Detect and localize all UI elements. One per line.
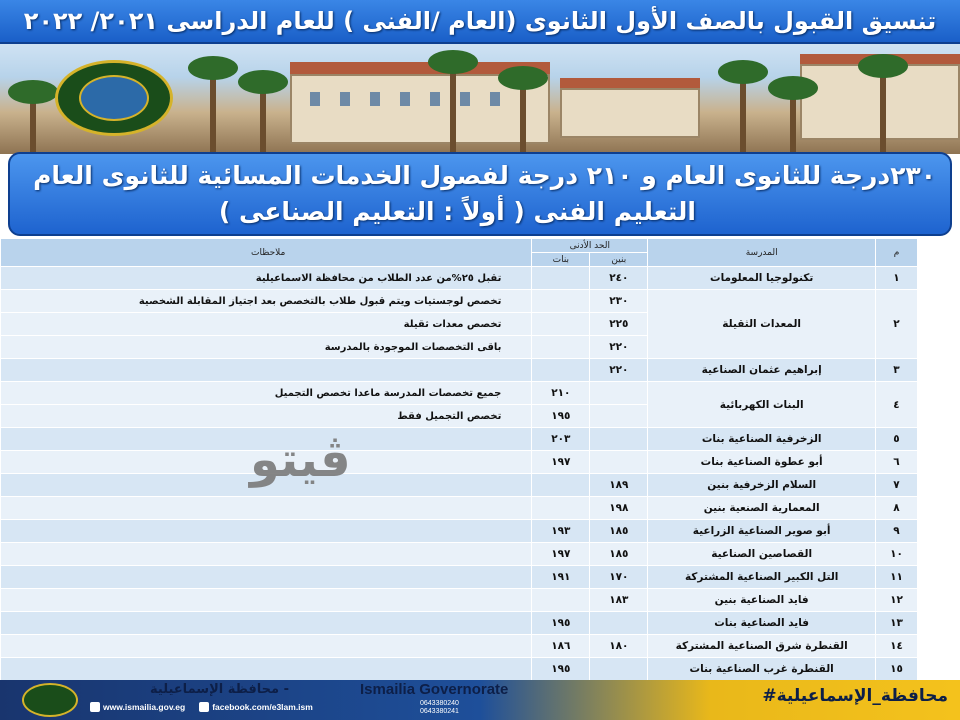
header-girls: بنات xyxy=(532,253,590,267)
row-girls xyxy=(532,497,590,520)
row-boys xyxy=(590,612,648,635)
row-boys: ١٨٩ xyxy=(590,474,648,497)
row-boys xyxy=(590,451,648,474)
row-school: القصاصين الصناعية xyxy=(648,543,876,566)
row-boys: ١٨٣ xyxy=(590,589,648,612)
table-row xyxy=(1,566,918,589)
table-row xyxy=(1,359,918,382)
row-girls: ١٩٥ xyxy=(532,658,590,681)
row-girls xyxy=(532,267,590,290)
row-girls: ١٩٥ xyxy=(532,612,590,635)
row-boys: ٢٣٠ xyxy=(590,290,648,313)
row-num: ٤ xyxy=(876,382,918,428)
table-row xyxy=(1,290,918,313)
row-notes: جميع تخصصات المدرسة ماعدا تخصص التجميل xyxy=(1,382,532,405)
row-notes: تخصص لوجستيات ويتم قبول طلاب بالتخصص بعد اجتياز المقابلة الشخصية xyxy=(1,290,532,313)
row-girls: ١٩٧ xyxy=(532,543,590,566)
row-boys xyxy=(590,428,648,451)
row-boys: ١٩٨ xyxy=(590,497,648,520)
table-row xyxy=(1,635,918,658)
row-girls: ٢١٠ xyxy=(532,382,590,405)
row-num: ٦ xyxy=(876,451,918,474)
row-school: فايد الصناعية بنين xyxy=(648,589,876,612)
row-boys: ٢٢٥ xyxy=(590,313,648,336)
row-girls: ١٩٧ xyxy=(532,451,590,474)
footer-hashtag: #محافظة_الإسماعيلية xyxy=(762,686,948,706)
row-girls: ١٩٣ xyxy=(532,520,590,543)
row-school: البنات الكهربائية xyxy=(648,382,876,428)
row-boys: ١٧٠ xyxy=(590,566,648,589)
row-girls: ٢٠٣ xyxy=(532,428,590,451)
row-num: ٣ xyxy=(876,359,918,382)
row-boys: ١٨٥ xyxy=(590,543,648,566)
row-notes xyxy=(1,497,532,520)
governorate-emblem-icon xyxy=(55,60,173,136)
table-row xyxy=(1,267,918,290)
row-boys: ١٨٠ xyxy=(590,635,648,658)
row-girls xyxy=(532,290,590,313)
row-notes: باقى التخصصات الموجودة بالمدرسة xyxy=(1,336,532,359)
row-boys xyxy=(590,658,648,681)
row-num: ١١ xyxy=(876,566,918,589)
row-num: ٢ xyxy=(876,290,918,359)
table-row xyxy=(1,658,918,681)
row-boys: ٢٢٠ xyxy=(590,336,648,359)
row-num: ١٤ xyxy=(876,635,918,658)
row-boys xyxy=(590,382,648,405)
row-notes xyxy=(1,543,532,566)
row-school: القنطرة شرق الصناعية المشتركة xyxy=(648,635,876,658)
row-num: ٩ xyxy=(876,520,918,543)
row-school: أبو صوير الصناعية الزراعية xyxy=(648,520,876,543)
row-notes: تخصص التجميل فقط xyxy=(1,405,532,428)
row-school: تكنولوجيا المعلومات xyxy=(648,267,876,290)
row-num: ١٣ xyxy=(876,612,918,635)
footer-links xyxy=(90,702,313,712)
row-girls xyxy=(532,359,590,382)
row-num: ١٥ xyxy=(876,658,918,681)
row-girls xyxy=(532,589,590,612)
facebook-icon xyxy=(199,702,209,712)
table-row xyxy=(1,474,918,497)
table-row xyxy=(1,520,918,543)
admission-table xyxy=(0,238,918,681)
row-girls: ١٩١ xyxy=(532,566,590,589)
row-num: ٥ xyxy=(876,428,918,451)
row-notes: تقبل ٢٥%من عدد الطلاب من محافظة الاسماعيلية xyxy=(1,267,532,290)
row-girls: ١٩٥ xyxy=(532,405,590,428)
row-school: فايد الصناعية بنات xyxy=(648,612,876,635)
footer-phones xyxy=(420,700,459,716)
row-notes xyxy=(1,566,532,589)
footer-website-link[interactable] xyxy=(90,702,185,712)
table-row xyxy=(1,589,918,612)
row-num: ١٠ xyxy=(876,543,918,566)
row-boys: ٢٢٠ xyxy=(590,359,648,382)
footer-emblem-icon xyxy=(22,683,78,717)
table-row xyxy=(1,428,918,451)
table-row xyxy=(1,382,918,405)
header-num: م xyxy=(876,239,918,267)
row-notes xyxy=(1,658,532,681)
table-row xyxy=(1,543,918,566)
row-notes xyxy=(1,635,532,658)
table-row xyxy=(1,497,918,520)
table-row xyxy=(1,612,918,635)
page-title xyxy=(0,0,960,44)
row-school: التل الكبير الصناعية المشتركة xyxy=(648,566,876,589)
subtitle-banner xyxy=(8,152,952,236)
row-girls xyxy=(532,474,590,497)
row-boys xyxy=(590,405,648,428)
row-school: إبراهيم عثمان الصناعية xyxy=(648,359,876,382)
footer-gov-arabic: محافظة الإسماعيلية - xyxy=(150,682,290,697)
row-school: القنطرة غرب الصناعية بنات xyxy=(648,658,876,681)
header-school: المدرسة xyxy=(648,239,876,267)
row-num: ١٢ xyxy=(876,589,918,612)
footer-facebook-link[interactable] xyxy=(199,702,313,712)
row-school: السلام الزخرفية بنين xyxy=(648,474,876,497)
globe-icon xyxy=(90,702,100,712)
header-boys: بنين xyxy=(590,253,648,267)
row-school: المعدات الثقيلة xyxy=(648,290,876,359)
row-girls xyxy=(532,313,590,336)
footer-gov-english: Ismailia Governorate xyxy=(360,681,509,698)
watermark-logo xyxy=(250,432,351,488)
footer-facebook-text: facebook.com/e3lam.ism xyxy=(212,702,313,712)
footer-phone-2: 0643380241 xyxy=(420,708,459,715)
row-notes xyxy=(1,589,532,612)
row-school: المعمارية الصنعية بنين xyxy=(648,497,876,520)
row-girls xyxy=(532,336,590,359)
row-notes xyxy=(1,520,532,543)
row-boys: ١٨٥ xyxy=(590,520,648,543)
row-notes xyxy=(1,612,532,635)
row-num: ١ xyxy=(876,267,918,290)
row-num: ٨ xyxy=(876,497,918,520)
row-notes: تخصص معدات ثقيلة xyxy=(1,313,532,336)
footer-banner xyxy=(0,680,960,720)
footer-phone-1: 0643380240 xyxy=(420,700,459,707)
watermark-text: ڤيتو xyxy=(250,432,351,488)
table-row xyxy=(1,451,918,474)
row-notes xyxy=(1,359,532,382)
page-title-text: تنسيق القبول بالصف الأول الثانوى (العام /الفنى ) للعام الدراسى ٢٠٢١/ ٢٠٢٢ xyxy=(23,7,937,35)
header-notes: ملاحظات xyxy=(1,239,532,267)
row-boys: ٢٤٠ xyxy=(590,267,648,290)
subtitle-line-2: التعليم الفنى ( أولاً : التعليم الصناعى ) xyxy=(218,197,696,226)
row-school: الزخرفية الصناعية بنات xyxy=(648,428,876,451)
header-min: الحد الأدنى xyxy=(532,239,648,253)
subtitle-line-1: ٢٣٠درجة للثانوى العام و ٢١٠ درجة لفصول الخدمات المسائية للثانوى العام xyxy=(33,161,936,190)
row-num: ٧ xyxy=(876,474,918,497)
row-girls: ١٨٦ xyxy=(532,635,590,658)
row-school: أبو عطوة الصناعية بنات xyxy=(648,451,876,474)
footer-website-text: www.ismailia.gov.eg xyxy=(103,702,186,712)
